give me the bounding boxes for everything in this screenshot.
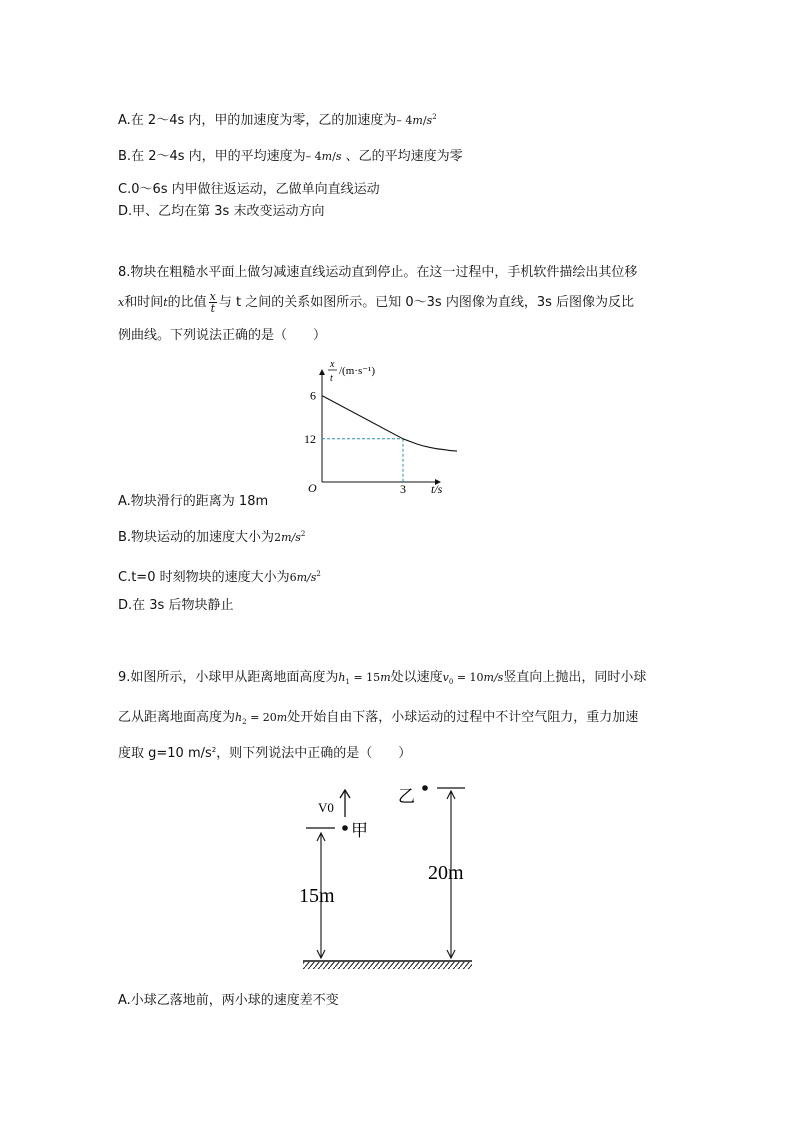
q9-v0-sub: 0 (448, 678, 454, 686)
q8-y-tick-label: 12 (304, 431, 316, 446)
q9-v0-unit: m/s (483, 671, 504, 684)
q8-option-d: D.在 3s 后物块静止 (118, 598, 234, 613)
q7-option-b-unit-slash: / (332, 150, 336, 163)
q8-option-c-unit: m/s (296, 571, 317, 584)
q8-x-tick-label: 3 (400, 482, 406, 496)
q9-stem-line2 (118, 709, 638, 731)
q9-stem-line3 (118, 741, 411, 763)
q9-ball-yi (422, 785, 428, 791)
q7-option-d: D.甲、乙均在第 3s 末改变运动方向 (118, 204, 325, 219)
q7-option-a-unit-s: s (426, 114, 433, 127)
q9-figure (290, 775, 490, 975)
q8-option-c (118, 565, 321, 587)
q9-h1-value: = 15 (349, 671, 381, 684)
q8-chart (300, 352, 460, 497)
q8-option-a: A.物块滑行的距离为 18m (118, 494, 269, 509)
q9-stem-text-d: 乙从距离地面高度为 (118, 710, 236, 725)
q8-ylabel-num: x (330, 359, 335, 370)
q8-stem-text-b: 的比值 (167, 295, 207, 310)
q8-fraction-den: t (210, 302, 215, 315)
q8-stem-line1: 8.物块在粗糙水平面上做匀减速直线运动直到停止。在这一过程中，手机软件描绘出其位移 (118, 265, 638, 280)
q7-option-b (118, 148, 463, 166)
q7-option-a-label: A. (118, 113, 131, 128)
q7-option-a-unit-m: m (412, 114, 423, 127)
q8-ylabel-unit: /(m·s⁻¹) (339, 365, 375, 377)
q9-h2-sub: 2 (242, 718, 247, 726)
q9-h2-value: = 20 (246, 711, 277, 724)
q9-stem-text-e: 处开始自由下落，小球运动的过程中不计空气阻力，重力加速 (287, 710, 639, 725)
q8-sym-x: x (118, 296, 125, 309)
q8-option-b-unit: m/s (281, 531, 301, 544)
q9-h1-label: 15m (299, 885, 335, 907)
q8-xlabel: t/s (431, 482, 443, 496)
q8-fraction (209, 291, 217, 314)
q8-option-c-sup: 2 (316, 570, 321, 578)
q9-stem-text-f: 度取 g=10 m/s (118, 746, 212, 761)
q9-h1-unit: m (380, 671, 391, 684)
q7-option-b-label: B. (118, 149, 132, 164)
q9-option-a: A.小球乙落地前，两小球的速度差不变 (118, 993, 339, 1008)
q9-h1-sym: h (338, 671, 346, 684)
q9-h1-sub: 1 (345, 678, 350, 686)
q9-stem-text-a: 9.如图所示，小球甲从距离地面高度为 (118, 670, 339, 685)
q9-h2-sym: h (235, 711, 243, 724)
q9-g-sup: 2 (211, 746, 217, 754)
q8-y-tick-label: 6 (310, 388, 316, 403)
q7-option-a (118, 108, 437, 130)
q7-option-c: C.0～6s 内甲做往返运动，乙做单向直线运动 (118, 182, 380, 197)
q7-option-b-text: 在 2～4s 内，甲的平均速度为 (131, 149, 306, 164)
q8-sym-t: t (163, 296, 168, 309)
q9-h2-unit: m (276, 711, 288, 724)
q7-option-a-text: 在 2～4s 内，甲的加速度为零，乙的加速度为 (130, 113, 397, 128)
q8-option-b (118, 525, 305, 547)
q8-stem-line2 (118, 291, 634, 315)
q8-fraction-num: x (209, 290, 216, 303)
q7-option-a-value: – 4 (396, 114, 413, 127)
q8-option-c-value: 6 (289, 571, 297, 584)
q8-stem-line3: 例曲线。下列说法正确的是（ ） (118, 328, 327, 343)
q8-option-b-value: 2 (274, 531, 282, 544)
q8-series-inverse (403, 439, 457, 451)
q8-ylabel-den: t (330, 373, 333, 384)
q8-stem-text-a: 和时间 (124, 295, 164, 310)
q9-v0-value: = 10 (453, 671, 484, 684)
q8-option-b-text: B.物块运动的加速度大小为 (118, 530, 275, 545)
q7-option-b-unit-s: s (335, 150, 342, 163)
q8-stem-text-c: 与 t 之间的关系如图所示。已知 0～3s 内图像为直线，3s 后图像为反比 (218, 295, 635, 310)
q9-v0-sym: v (442, 671, 449, 684)
q8-option-b-sup: 2 (300, 530, 306, 538)
q7-option-b-value: – 4 (305, 150, 322, 163)
q9-yi-label: 乙 (398, 787, 415, 806)
q9-jia-label: 甲 (351, 821, 368, 840)
q9-ground-hatch (303, 962, 472, 969)
q9-stem-text-b: 处以速度 (390, 670, 443, 685)
q8-series-linear (322, 396, 403, 439)
q8-option-c-text: C.t=0 时刻物块的速度大小为 (118, 570, 290, 585)
q9-stem-text-g: ，则下列说法中正确的是（ ） (216, 746, 412, 761)
q9-h2-label: 20m (428, 862, 464, 884)
q9-stem-text-c: 竖直向上抛出，同时小球 (503, 670, 647, 685)
q9-stem-line1 (118, 669, 646, 691)
q7-option-a-unit-slash: / (422, 114, 427, 127)
q8-plot (304, 389, 457, 496)
q7-option-b-text2: 、乙的平均速度为零 (341, 149, 463, 164)
q8-origin-label: O (308, 481, 317, 495)
q9-v0-label: V0 (318, 800, 334, 815)
q9-ball-jia (342, 825, 348, 831)
q7-option-b-unit-m: m (321, 150, 333, 163)
q7-option-a-sup: 2 (432, 113, 437, 121)
